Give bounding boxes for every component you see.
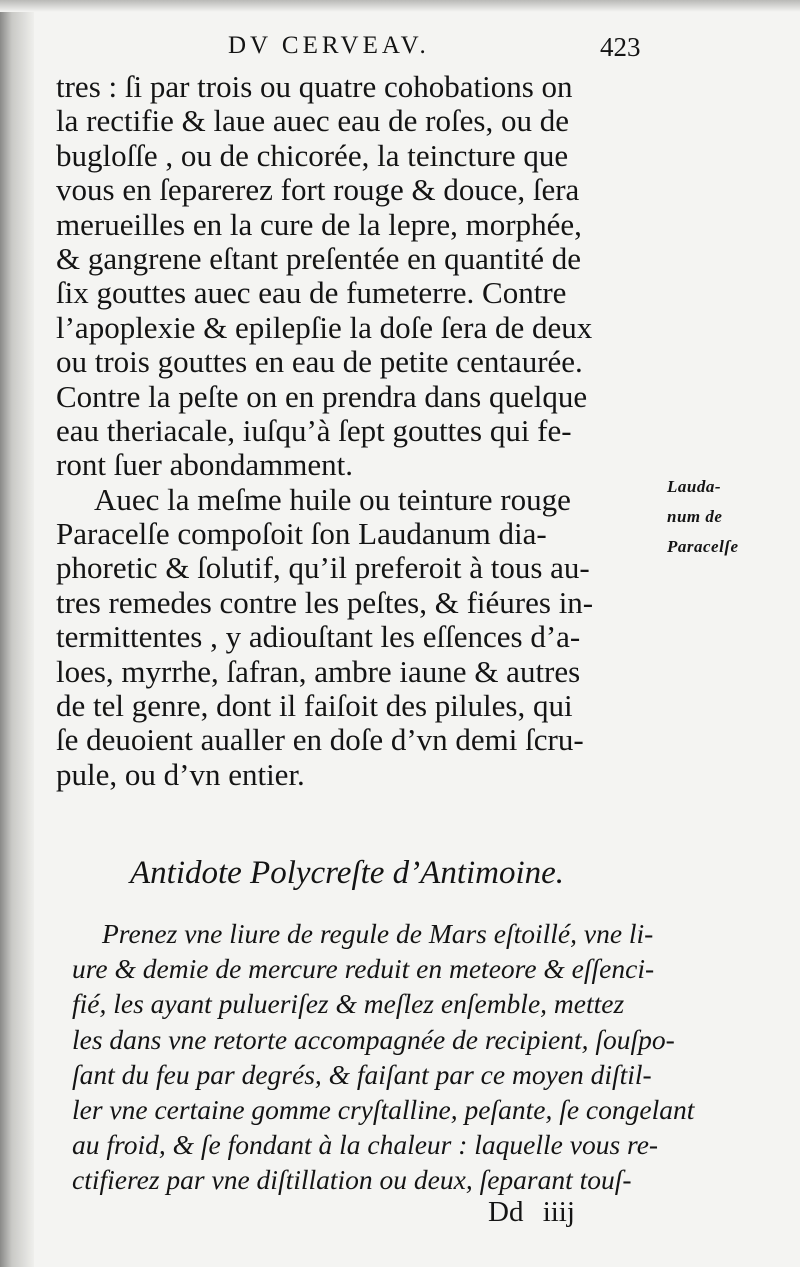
body-text <box>56 70 656 792</box>
margin-note-line: Paracelſe <box>667 537 739 556</box>
recipe-line: ctifierez par vne diſtillation ou deux, ſeparant touſ- <box>72 1164 632 1196</box>
body-line: tres : ſi par trois ou quatre cohobations on <box>56 69 573 104</box>
recipe-line: ure & demie de mercure reduit en meteore & eſſenci- <box>72 953 655 985</box>
body-line: ſe deuoient aualler en doſe d’vn demi ſcru- <box>56 722 584 758</box>
page-top-shadow <box>0 0 800 12</box>
body-line: & gangrene eſtant preſentée en quantité de <box>56 240 582 276</box>
body-line: pule, ou d’vn entier. <box>56 756 305 792</box>
body-line: Contre la peſte on en prendra dans quelque <box>56 378 588 414</box>
body-line: eau theriacale, iuſqu’à ſept gouttes qui fe- <box>56 412 572 448</box>
body-line: ou trois gouttes en eau de petite centaurée. <box>56 344 583 380</box>
running-head: DV CERVEAV. <box>228 32 430 59</box>
signature-mark: Dd iiij <box>488 1196 575 1228</box>
body-line: vous en ſeparerez fort rouge & douce, ſera <box>56 172 580 208</box>
body-line: ront ſuer abondamment. <box>56 447 353 483</box>
recipe-line: au froid, & ſe fondant à la chaleur : laquelle vous re- <box>72 1129 659 1161</box>
section-title: Antidote Polycreſte d’Antimoine. <box>130 855 565 891</box>
recipe-text <box>72 916 695 1198</box>
body-line: tres remedes contre les peſtes, & fiéures in- <box>56 584 594 620</box>
body-line: la rectifie & laue auec eau de roſes, ou de <box>56 103 569 139</box>
margin-note <box>667 472 777 562</box>
body-line: loes, myrrhe, ſafran, ambre iaune & autres <box>56 653 581 689</box>
body-line: termittentes , y adiouſtant les eſſences d’a- <box>56 619 581 655</box>
body-line: buglоſſe , ou de chicorée, la teincture que <box>56 137 569 173</box>
page-gutter-shadow <box>0 0 34 1267</box>
body-line: ſix gouttes auec eau de fumeterre. Contre <box>56 275 567 311</box>
page-number: 423 <box>600 32 641 62</box>
recipe-line: Prenez vne liure de regule de Mars eſtoillé, vne li- <box>102 918 654 949</box>
recipe-line: ſant du feu par degrés, & faiſant par ce moyen diſtil- <box>72 1058 652 1090</box>
margin-note-line: Lauda- <box>667 477 721 496</box>
recipe-line: ler vne certaine gomme cryſtalline, peſante, ſe congelant <box>72 1093 695 1125</box>
body-line: Auec la meſme huile ou teinture rouge <box>94 481 571 517</box>
body-line: l’apoplexie & epilepſie la doſe ſera de deux <box>56 309 593 345</box>
recipe-line: fié, les ayant pulueriſez & meſlez enſemble, mettez <box>72 988 625 1020</box>
margin-note-line: num de <box>667 507 723 526</box>
body-line: Paracelſe compoſoit ſon Laudanum dia- <box>56 516 547 552</box>
recipe-line: les dans vne retorte accompagnée de recipient, ſouſpo- <box>72 1023 675 1055</box>
body-line: merueilles en la cure de la lepre, morphée, <box>56 206 582 242</box>
body-line: de tel genre, dont il faiſoit des pilules, qui <box>56 688 573 724</box>
body-line: phoretic & ſolutif, qu’il preferoit à tous au- <box>56 550 590 586</box>
